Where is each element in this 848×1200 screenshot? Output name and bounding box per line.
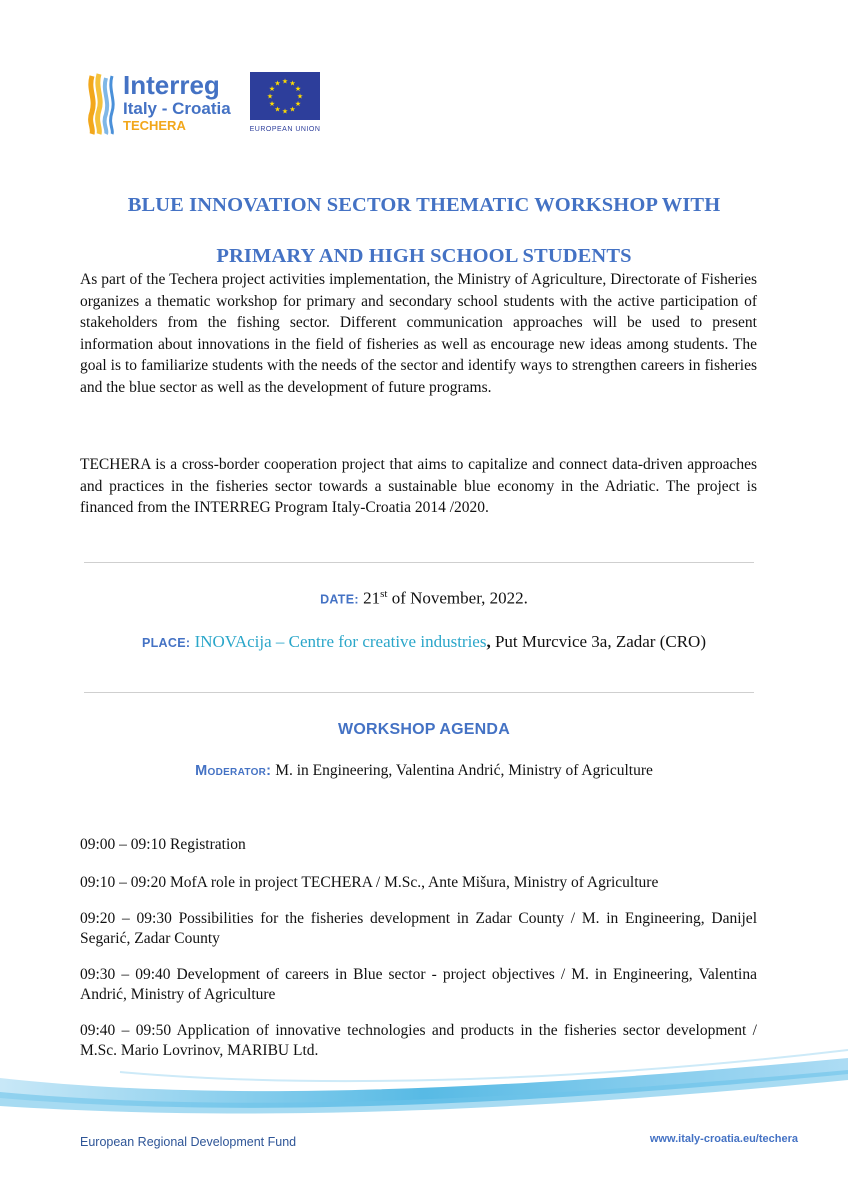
logo-brand: Interreg	[123, 70, 220, 100]
place-label: PLACE:	[141, 636, 191, 650]
date-label: DATE:	[320, 592, 359, 607]
interreg-logo	[88, 70, 328, 136]
title-line-1: BLUE INNOVATION SECTOR THEMATIC WORKSHOP WITH	[127, 194, 721, 216]
divider-top	[84, 562, 754, 563]
agenda-item: 09:40 – 09:50 Application of innovative technologies and products in the fisheries sector development / M.Sc. Mario Lovrinov, MARIBU Ltd.	[80, 1022, 757, 1059]
eu-star-icon: ★	[294, 85, 302, 93]
agenda-item: 09:10 – 09:20 MofA role in project TECHERA / M.Sc., Ante Mišura, Ministry of Agriculture	[80, 874, 659, 891]
eu-star-icon: ★	[294, 100, 302, 108]
divider-bottom	[84, 692, 754, 693]
footer-fund: European Regional Development Fund	[80, 1135, 297, 1149]
eu-star-icon: ★	[268, 85, 276, 93]
event-place	[0, 632, 848, 652]
place-name-link[interactable]: INOVAcija – Centre for creative industries	[194, 632, 487, 651]
agenda-moderator	[0, 762, 848, 780]
eu-star-icon: ★	[289, 105, 296, 114]
eu-star-icon: ★	[268, 100, 276, 108]
date-suffix: st	[380, 588, 388, 600]
agenda-title: WORKSHOP AGENDA	[338, 721, 510, 738]
moderator-name: M. in Engineering, Valentina Andrić, Ministry of Agriculture	[275, 762, 653, 779]
eu-flag-icon	[250, 72, 320, 120]
logo-program: Italy - Croatia	[123, 99, 231, 118]
date-day: 21	[363, 588, 381, 608]
place-address: Put Murcvice 3a, Zadar (CRO)	[490, 632, 706, 651]
eu-caption: EUROPEAN UNION	[249, 126, 321, 133]
eu-star-icon: ★	[281, 107, 289, 116]
date-rest: of November, 2022.	[387, 588, 528, 608]
title-line-2: PRIMARY AND HIGH SCHOOL STUDENTS	[216, 245, 632, 267]
footer-url-link[interactable]: www.italy-croatia.eu/techera	[649, 1133, 798, 1145]
page-title	[60, 180, 788, 282]
agenda-item: 09:30 – 09:40 Development of careers in Blue sector - project objectives / M. in Engineering, Valentina Andrić, Ministry of Agriculture	[80, 966, 757, 1003]
eu-star-icon: ★	[281, 77, 289, 86]
logo-project: TECHERA	[123, 118, 186, 133]
eu-star-icon: ★	[274, 79, 281, 88]
eu-star-icon: ★	[274, 105, 281, 114]
place-comma: ,	[486, 632, 491, 651]
moderator-label: Moderator:	[195, 763, 272, 779]
agenda-item: 09:20 – 09:30 Possibilities for the fisheries development in Zadar County / M. in Engineering, Danijel Segarić, Zadar County	[80, 910, 757, 947]
interreg-waves-icon	[91, 74, 114, 134]
intro-paragraph: As part of the Techera project activities implementation, the Ministry of Agriculture, Directorate of Fisheries organizes a thematic workshop for primary and secondary school students with the active participation of stakeholders from the fishing sector. Different communication approaches will be used to present information about innovations in the field of fisheries as well as encourage new ideas among students. The goal is to familiarize students with the needs of the sector and identify ways to strengthen careers in fisheries and the blue sector as well as the development of future programs.	[80, 271, 757, 396]
agenda-item: 09:00 – 09:10 Registration	[80, 836, 246, 853]
event-date	[0, 588, 848, 609]
about-paragraph: TECHERA is a cross-border cooperation project that aims to capitalize and connect data-driven approaches and practices in the fisheries sector towards a sustainable blue economy in the Adriatic. The project is financed from the INTERREG Program Italy-Croatia 2014 /2020.	[80, 456, 757, 516]
footer-wave	[0, 1040, 848, 1120]
eu-star-icon: ★	[266, 92, 274, 101]
eu-star-icon: ★	[296, 92, 304, 101]
eu-star-icon: ★	[289, 79, 296, 88]
